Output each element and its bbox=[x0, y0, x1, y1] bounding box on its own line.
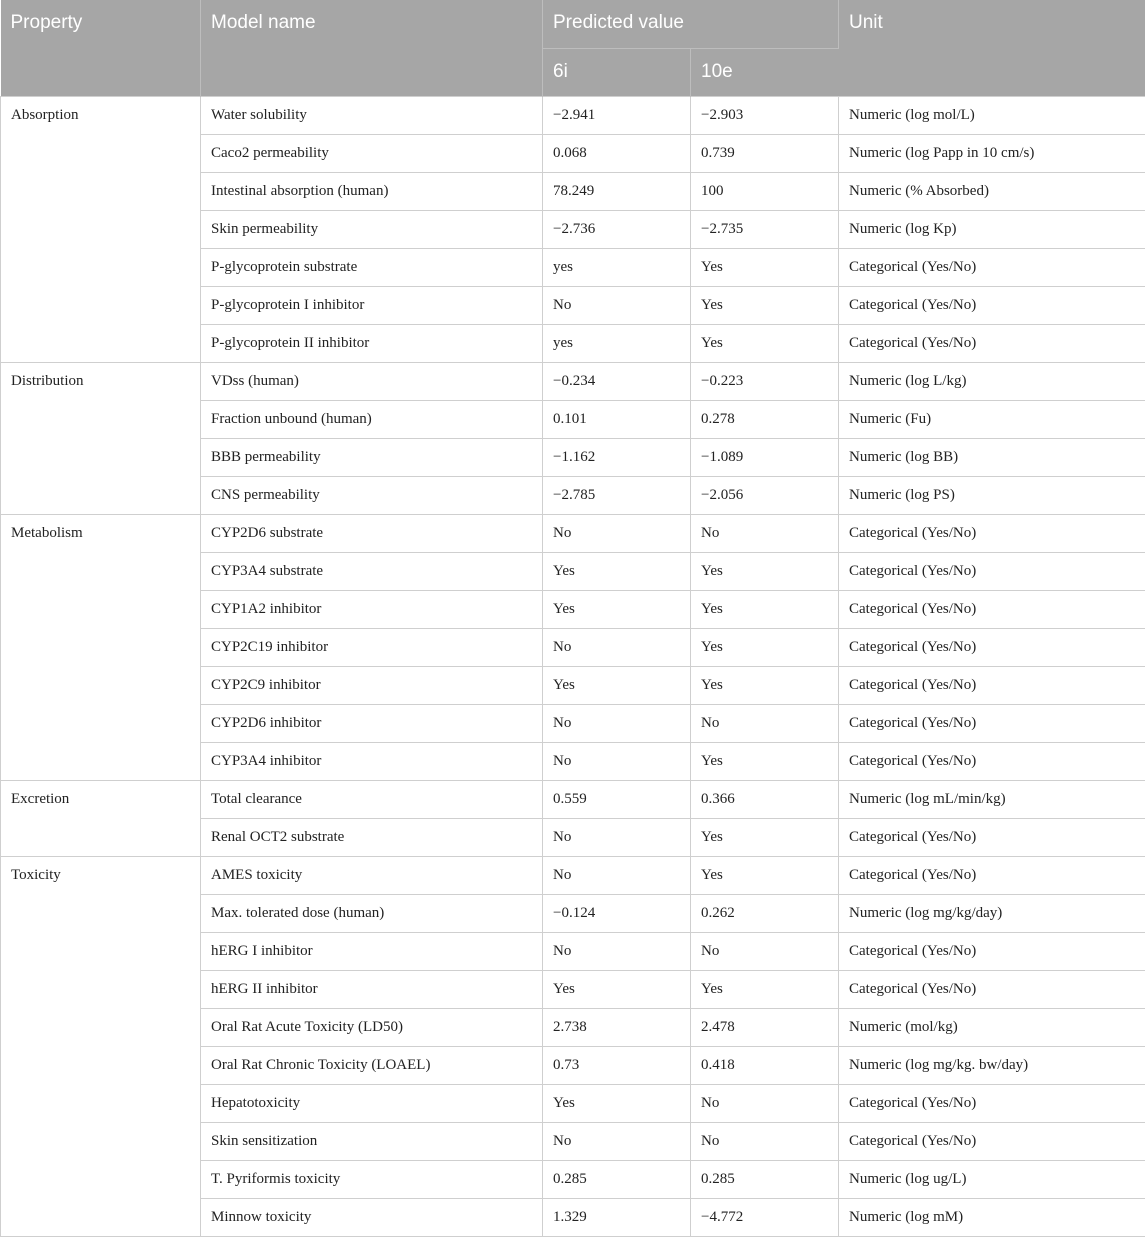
value-10e-cell: Yes bbox=[691, 818, 839, 856]
model-name-cell: Minnow toxicity bbox=[201, 1198, 543, 1236]
value-10e-cell: No bbox=[691, 1084, 839, 1122]
value-6i-cell: No bbox=[543, 628, 691, 666]
value-6i-cell: −2.785 bbox=[543, 476, 691, 514]
value-10e-cell: 0.278 bbox=[691, 400, 839, 438]
value-6i-cell: Yes bbox=[543, 552, 691, 590]
value-6i-cell: −2.941 bbox=[543, 96, 691, 134]
unit-cell: Numeric (log mg/kg/day) bbox=[839, 894, 1145, 932]
value-10e-cell: Yes bbox=[691, 666, 839, 704]
model-name-cell: Max. tolerated dose (human) bbox=[201, 894, 543, 932]
unit-cell: Categorical (Yes/No) bbox=[839, 818, 1145, 856]
value-10e-cell: Yes bbox=[691, 552, 839, 590]
header-property: Property bbox=[1, 0, 201, 96]
model-name-cell: BBB permeability bbox=[201, 438, 543, 476]
model-name-cell: P-glycoprotein I inhibitor bbox=[201, 286, 543, 324]
model-name-cell: hERG II inhibitor bbox=[201, 970, 543, 1008]
unit-cell: Categorical (Yes/No) bbox=[839, 1084, 1145, 1122]
value-10e-cell: Yes bbox=[691, 628, 839, 666]
value-10e-cell: Yes bbox=[691, 590, 839, 628]
model-name-cell: Hepatotoxicity bbox=[201, 1084, 543, 1122]
value-10e-cell: −4.772 bbox=[691, 1198, 839, 1236]
value-10e-cell: Yes bbox=[691, 286, 839, 324]
model-name-cell: CYP2D6 substrate bbox=[201, 514, 543, 552]
value-10e-cell: 0.739 bbox=[691, 134, 839, 172]
value-6i-cell: 0.285 bbox=[543, 1160, 691, 1198]
unit-cell: Numeric (% Absorbed) bbox=[839, 172, 1145, 210]
unit-cell: Categorical (Yes/No) bbox=[839, 742, 1145, 780]
value-10e-cell: Yes bbox=[691, 970, 839, 1008]
header-compound-6i: 6i bbox=[543, 48, 691, 96]
value-6i-cell: No bbox=[543, 818, 691, 856]
unit-cell: Numeric (Fu) bbox=[839, 400, 1145, 438]
value-6i-cell: 1.329 bbox=[543, 1198, 691, 1236]
unit-cell: Categorical (Yes/No) bbox=[839, 324, 1145, 362]
model-name-cell: Oral Rat Chronic Toxicity (LOAEL) bbox=[201, 1046, 543, 1084]
value-6i-cell: yes bbox=[543, 248, 691, 286]
value-6i-cell: Yes bbox=[543, 590, 691, 628]
table-row bbox=[1, 362, 1145, 400]
value-6i-cell: 2.738 bbox=[543, 1008, 691, 1046]
value-10e-cell: −0.223 bbox=[691, 362, 839, 400]
value-10e-cell: 2.478 bbox=[691, 1008, 839, 1046]
unit-cell: Categorical (Yes/No) bbox=[839, 286, 1145, 324]
table-body bbox=[1, 96, 1145, 1236]
value-10e-cell: 0.262 bbox=[691, 894, 839, 932]
unit-cell: Categorical (Yes/No) bbox=[839, 1122, 1145, 1160]
model-name-cell: Skin permeability bbox=[201, 210, 543, 248]
value-10e-cell: −2.903 bbox=[691, 96, 839, 134]
model-name-cell: CYP2D6 inhibitor bbox=[201, 704, 543, 742]
unit-cell: Categorical (Yes/No) bbox=[839, 248, 1145, 286]
value-10e-cell: No bbox=[691, 1122, 839, 1160]
value-10e-cell: No bbox=[691, 704, 839, 742]
value-10e-cell: 100 bbox=[691, 172, 839, 210]
model-name-cell: CYP1A2 inhibitor bbox=[201, 590, 543, 628]
model-name-cell: Water solubility bbox=[201, 96, 543, 134]
value-6i-cell: 0.73 bbox=[543, 1046, 691, 1084]
model-name-cell: hERG I inhibitor bbox=[201, 932, 543, 970]
value-6i-cell: No bbox=[543, 286, 691, 324]
header-compound-10e: 10e bbox=[691, 48, 839, 96]
unit-cell: Numeric (log Papp in 10 cm/s) bbox=[839, 134, 1145, 172]
unit-cell: Numeric (log mol/L) bbox=[839, 96, 1145, 134]
table-row bbox=[1, 780, 1145, 818]
value-6i-cell: yes bbox=[543, 324, 691, 362]
unit-cell: Categorical (Yes/No) bbox=[839, 666, 1145, 704]
value-6i-cell: Yes bbox=[543, 666, 691, 704]
model-name-cell: Fraction unbound (human) bbox=[201, 400, 543, 438]
value-10e-cell: 0.285 bbox=[691, 1160, 839, 1198]
unit-cell: Categorical (Yes/No) bbox=[839, 970, 1145, 1008]
unit-cell: Numeric (log ug/L) bbox=[839, 1160, 1145, 1198]
value-6i-cell: No bbox=[543, 514, 691, 552]
unit-cell: Numeric (mol/kg) bbox=[839, 1008, 1145, 1046]
value-6i-cell: −0.234 bbox=[543, 362, 691, 400]
value-10e-cell: −2.735 bbox=[691, 210, 839, 248]
value-6i-cell: −1.162 bbox=[543, 438, 691, 476]
model-name-cell: CNS permeability bbox=[201, 476, 543, 514]
value-6i-cell: No bbox=[543, 856, 691, 894]
model-name-cell: Caco2 permeability bbox=[201, 134, 543, 172]
value-6i-cell: 78.249 bbox=[543, 172, 691, 210]
value-10e-cell: Yes bbox=[691, 742, 839, 780]
table-row bbox=[1, 514, 1145, 552]
model-name-cell: Renal OCT2 substrate bbox=[201, 818, 543, 856]
value-6i-cell: No bbox=[543, 932, 691, 970]
property-cell: Distribution bbox=[1, 362, 201, 514]
value-6i-cell: No bbox=[543, 742, 691, 780]
model-name-cell: CYP3A4 substrate bbox=[201, 552, 543, 590]
model-name-cell: Intestinal absorption (human) bbox=[201, 172, 543, 210]
header-model-name: Model name bbox=[201, 0, 543, 96]
value-6i-cell: No bbox=[543, 704, 691, 742]
value-6i-cell: No bbox=[543, 1122, 691, 1160]
property-cell: Metabolism bbox=[1, 514, 201, 780]
property-cell: Excretion bbox=[1, 780, 201, 856]
table-header bbox=[1, 0, 1145, 96]
value-10e-cell: Yes bbox=[691, 856, 839, 894]
model-name-cell: AMES toxicity bbox=[201, 856, 543, 894]
unit-cell: Numeric (log mM) bbox=[839, 1198, 1145, 1236]
unit-cell: Numeric (log BB) bbox=[839, 438, 1145, 476]
value-6i-cell: Yes bbox=[543, 1084, 691, 1122]
table-row bbox=[1, 856, 1145, 894]
unit-cell: Categorical (Yes/No) bbox=[839, 552, 1145, 590]
value-10e-cell: −2.056 bbox=[691, 476, 839, 514]
value-6i-cell: 0.068 bbox=[543, 134, 691, 172]
unit-cell: Numeric (log mL/min/kg) bbox=[839, 780, 1145, 818]
model-name-cell: T. Pyriformis toxicity bbox=[201, 1160, 543, 1198]
model-name-cell: Skin sensitization bbox=[201, 1122, 543, 1160]
unit-cell: Categorical (Yes/No) bbox=[839, 590, 1145, 628]
model-name-cell: CYP2C19 inhibitor bbox=[201, 628, 543, 666]
header-predicted-value: Predicted value bbox=[543, 0, 839, 48]
property-cell: Toxicity bbox=[1, 856, 201, 1236]
value-6i-cell: −2.736 bbox=[543, 210, 691, 248]
value-10e-cell: No bbox=[691, 514, 839, 552]
model-name-cell: Total clearance bbox=[201, 780, 543, 818]
value-6i-cell: 0.559 bbox=[543, 780, 691, 818]
value-10e-cell: 0.418 bbox=[691, 1046, 839, 1084]
value-6i-cell: 0.101 bbox=[543, 400, 691, 438]
unit-cell: Categorical (Yes/No) bbox=[839, 628, 1145, 666]
table-row bbox=[1, 96, 1145, 134]
value-10e-cell: −1.089 bbox=[691, 438, 839, 476]
unit-cell: Numeric (log PS) bbox=[839, 476, 1145, 514]
value-10e-cell: Yes bbox=[691, 248, 839, 286]
unit-cell: Numeric (log L/kg) bbox=[839, 362, 1145, 400]
unit-cell: Categorical (Yes/No) bbox=[839, 932, 1145, 970]
model-name-cell: Oral Rat Acute Toxicity (LD50) bbox=[201, 1008, 543, 1046]
model-name-cell: CYP3A4 inhibitor bbox=[201, 742, 543, 780]
header-unit: Unit bbox=[839, 0, 1145, 96]
unit-cell: Numeric (log mg/kg. bw/day) bbox=[839, 1046, 1145, 1084]
unit-cell: Categorical (Yes/No) bbox=[839, 856, 1145, 894]
model-name-cell: P-glycoprotein II inhibitor bbox=[201, 324, 543, 362]
value-6i-cell: −0.124 bbox=[543, 894, 691, 932]
value-10e-cell: 0.366 bbox=[691, 780, 839, 818]
value-10e-cell: Yes bbox=[691, 324, 839, 362]
model-name-cell: P-glycoprotein substrate bbox=[201, 248, 543, 286]
value-10e-cell: No bbox=[691, 932, 839, 970]
unit-cell: Categorical (Yes/No) bbox=[839, 704, 1145, 742]
value-6i-cell: Yes bbox=[543, 970, 691, 1008]
unit-cell: Categorical (Yes/No) bbox=[839, 514, 1145, 552]
model-name-cell: CYP2C9 inhibitor bbox=[201, 666, 543, 704]
model-name-cell: VDss (human) bbox=[201, 362, 543, 400]
property-cell: Absorption bbox=[1, 96, 201, 362]
unit-cell: Numeric (log Kp) bbox=[839, 210, 1145, 248]
